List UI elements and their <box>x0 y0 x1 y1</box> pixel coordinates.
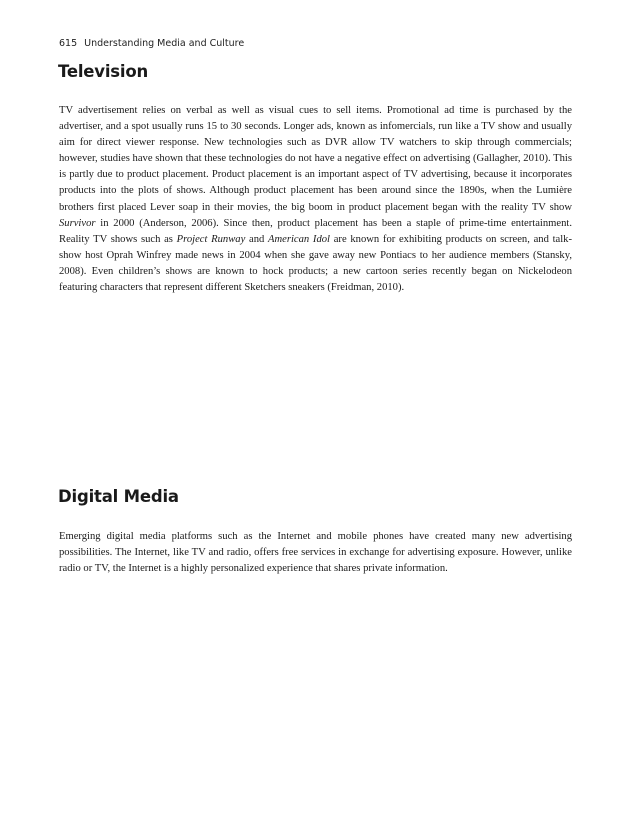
show-title-american-idol: American Idol <box>268 233 330 245</box>
section-heading-television: Television <box>58 62 149 81</box>
page-number: 615 <box>59 38 78 49</box>
running-header <box>59 38 244 49</box>
digital-media-paragraph <box>59 529 572 577</box>
section-heading-digital-media: Digital Media <box>58 487 179 506</box>
paragraph-text: in 2000 (Anderson, 2006). Since then, product placement has been a staple of prime-time entertainment. Reality TV shows such as <box>59 217 572 245</box>
paragraph-text: and <box>245 233 269 245</box>
paragraph-text: are known for exhibiting products on screen, and talk-show host Oprah Winfrey made news in 2004 when she gave away new Pontiacs to her audience members (Stansky, 2008). Even children’s shows are known to hock products; a new cartoon series recently began on Nickelodeon featuring characters that represent different Sketchers sneakers (Freidman, 2010). <box>59 233 573 294</box>
book-title: Understanding Media and Culture <box>84 38 245 49</box>
paragraph-text: Emerging digital media platforms such as the Internet and mobile phones have created many new advertising possibilities. The Internet, like TV and radio, offers free services in exchange for advertising exposure. However, unlike radio or TV, the Internet is a highly personalized experience that shares private information. <box>59 531 572 575</box>
television-paragraph <box>59 103 572 296</box>
paragraph-text: TV advertisement relies on verbal as well as visual cues to sell items. Promotional ad time is purchased by the advertiser, and a spot usually runs 15 to 30 seconds. Longer ads, known as infomercials, run like a TV show and usually aim for direct viewer response. New technologies such as DVR allow TV watchers to skip through commercials; however, studies have shown that these technologies do not have a negative effect on advertising (Gallagher, 2010). This is partly due to product placement. Product placement is an important aspect of TV advertising, because it incorporates products into the plots of shows. Although product placement has been around since the 1890s, when the Lumière brothers first placed Lever soap in their movies, the big boom in product placement began with the reality TV show <box>59 105 572 213</box>
show-title-survivor: Survivor <box>59 217 96 229</box>
show-title-project-runway: Project Runway <box>176 233 246 245</box>
